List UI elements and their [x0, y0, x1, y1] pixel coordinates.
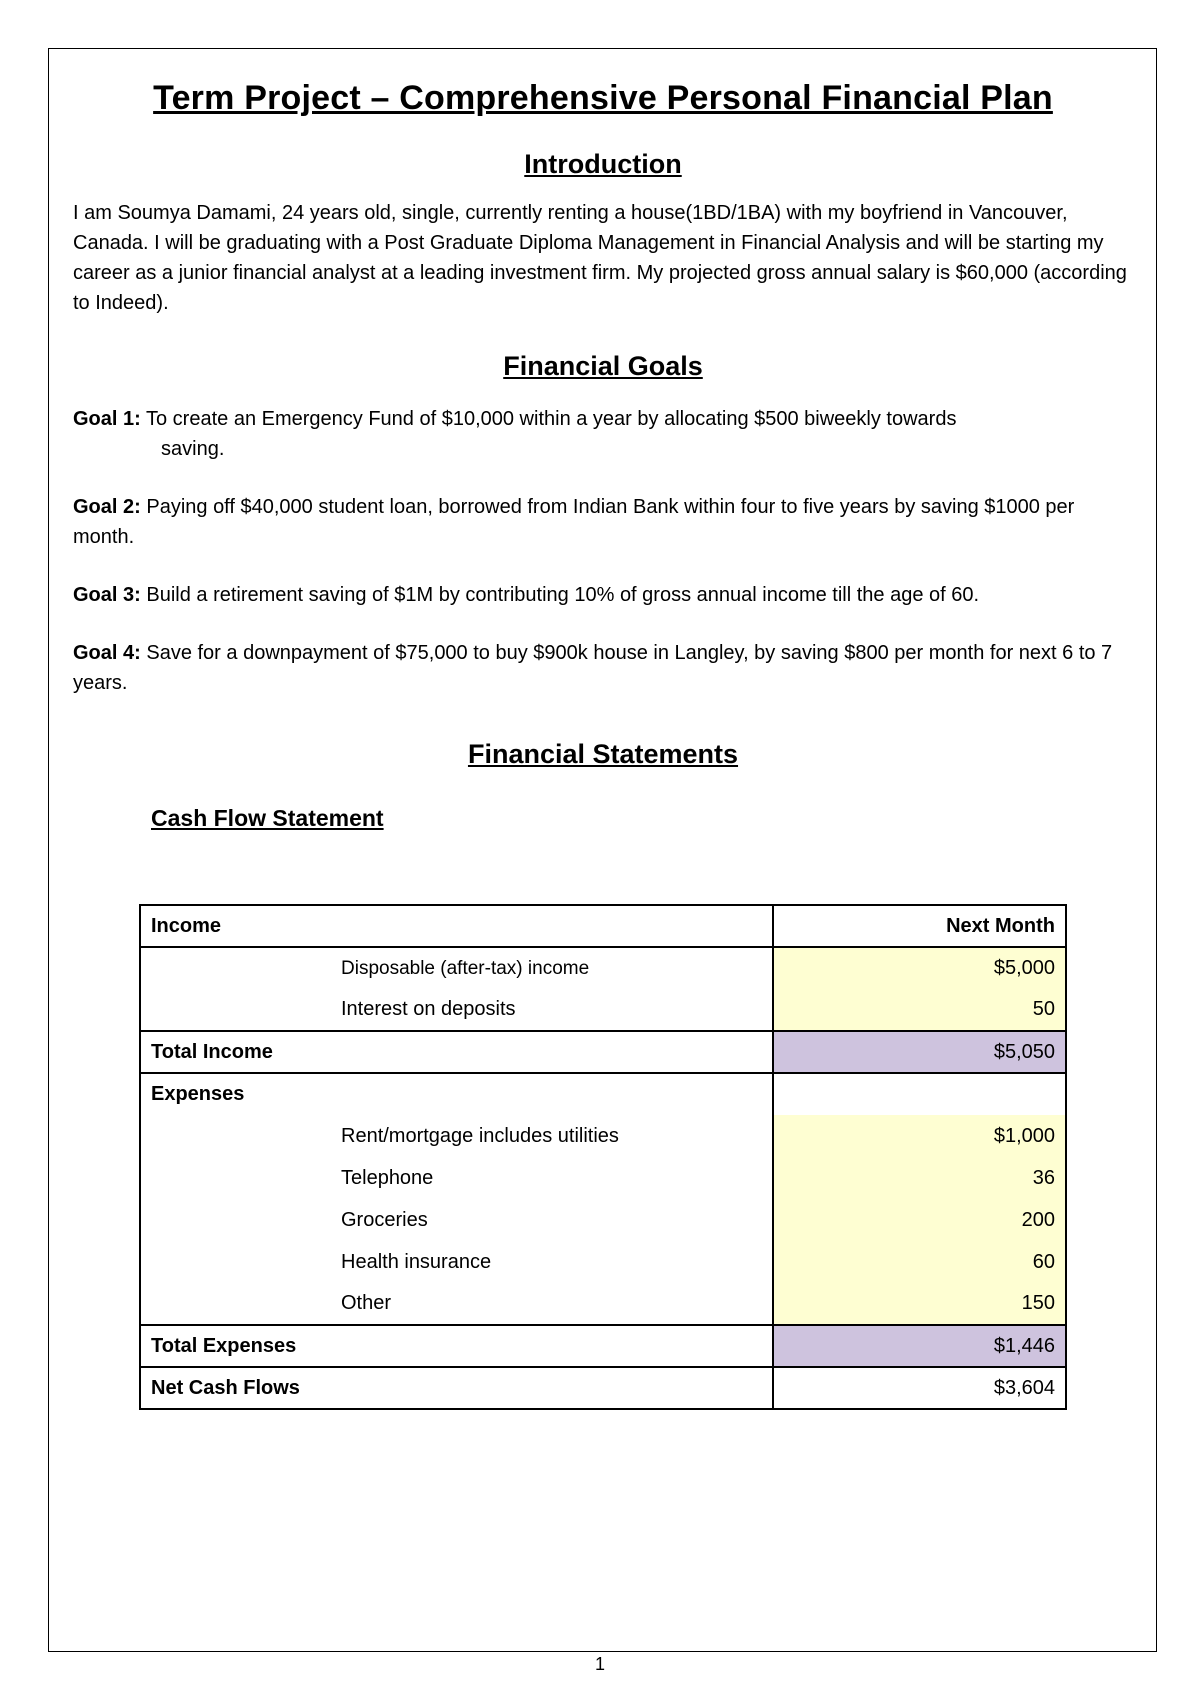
total-income-label: Total Income	[140, 1031, 773, 1073]
next-month-column-label: Next Month	[773, 905, 1066, 947]
income-item-label: Interest on deposits	[140, 989, 773, 1031]
goal-4	[73, 638, 1133, 698]
table-header-row	[140, 905, 1066, 947]
goal-text: Save for a downpayment of $75,000 to buy $900k house in Langley, by saving $800 per month for next 6 to 7 years.	[73, 642, 1113, 694]
expense-item-label: Other	[140, 1283, 773, 1325]
goal-3	[73, 580, 1133, 610]
expense-item-value: 150	[773, 1283, 1066, 1325]
document-title: Term Project – Comprehensive Personal Financial Plan	[153, 79, 1053, 117]
introduction-heading: Introduction	[524, 149, 682, 179]
expense-item-value: 36	[773, 1157, 1066, 1199]
goal-label: Goal 3:	[73, 584, 141, 606]
table-row	[140, 1115, 1066, 1157]
cash-flow-heading: Cash Flow Statement	[151, 805, 384, 831]
goal-text: To create an Emergency Fund of $10,000 within a year by allocating $500 biweekly towards	[140, 408, 957, 430]
cash-flow-table	[139, 904, 1067, 1410]
income-item-value: 50	[773, 989, 1066, 1031]
net-cash-flows-label: Net Cash Flows	[140, 1367, 773, 1409]
goal-text: Paying off $40,000 student loan, borrowed from Indian Bank within four to five years by saving $1000 per month.	[73, 496, 1075, 548]
goal-1	[73, 404, 1133, 464]
total-expenses-row	[140, 1325, 1066, 1367]
net-cash-flows-row	[140, 1367, 1066, 1409]
table-row	[140, 1157, 1066, 1199]
expense-item-value: 200	[773, 1199, 1066, 1241]
expense-item-value: 60	[773, 1241, 1066, 1283]
goal-text: Build a retirement saving of $1M by contributing 10% of gross annual income till the age of 60.	[140, 584, 980, 606]
table-row	[140, 1199, 1066, 1241]
financial-goals-heading: Financial Goals	[503, 351, 703, 381]
table-row	[140, 989, 1066, 1031]
expense-item-label: Health insurance	[140, 1241, 773, 1283]
table-row	[140, 947, 1066, 989]
expense-item-label: Rent/mortgage includes utilities	[140, 1115, 773, 1157]
financial-statements-heading: Financial Statements	[467, 739, 739, 769]
goal-text-continuation: saving.	[161, 438, 225, 460]
total-income-value: $5,050	[773, 1031, 1066, 1073]
income-item-value: $5,000	[773, 947, 1066, 989]
table-row	[140, 1283, 1066, 1325]
total-expenses-value: $1,446	[773, 1325, 1066, 1367]
total-income-row	[140, 1031, 1066, 1073]
income-label: Income	[140, 905, 773, 947]
goal-2	[73, 492, 1133, 552]
income-item-label: Disposable (after-tax) income	[140, 947, 773, 989]
expense-item-label: Telephone	[140, 1157, 773, 1199]
goal-label: Goal 4:	[73, 642, 141, 664]
goal-label: Goal 1:	[73, 408, 141, 430]
expenses-label: Expenses	[140, 1073, 773, 1115]
expense-item-label: Groceries	[140, 1199, 773, 1241]
expenses-header-value	[773, 1073, 1066, 1115]
table-row	[140, 1241, 1066, 1283]
page-number: 1	[594, 1654, 605, 1674]
goal-label: Goal 2:	[73, 496, 141, 518]
net-cash-flows-value: $3,604	[773, 1367, 1066, 1409]
total-expenses-label: Total Expenses	[140, 1325, 773, 1367]
expense-item-value: $1,000	[773, 1115, 1066, 1157]
document-body	[73, 72, 1133, 836]
expenses-header-row	[140, 1073, 1066, 1115]
introduction-text: I am Soumya Damami, 24 years old, single, currently renting a house(1BD/1BA) with my boyfriend in Vancouver, Canada. I will be graduating with a Post Graduate Diploma Management in Financial Analysis and will be starting my career as a junior financial analyst at a leading investment firm. My projected gross annual salary is $60,000 (according to Indeed).	[73, 202, 1127, 314]
